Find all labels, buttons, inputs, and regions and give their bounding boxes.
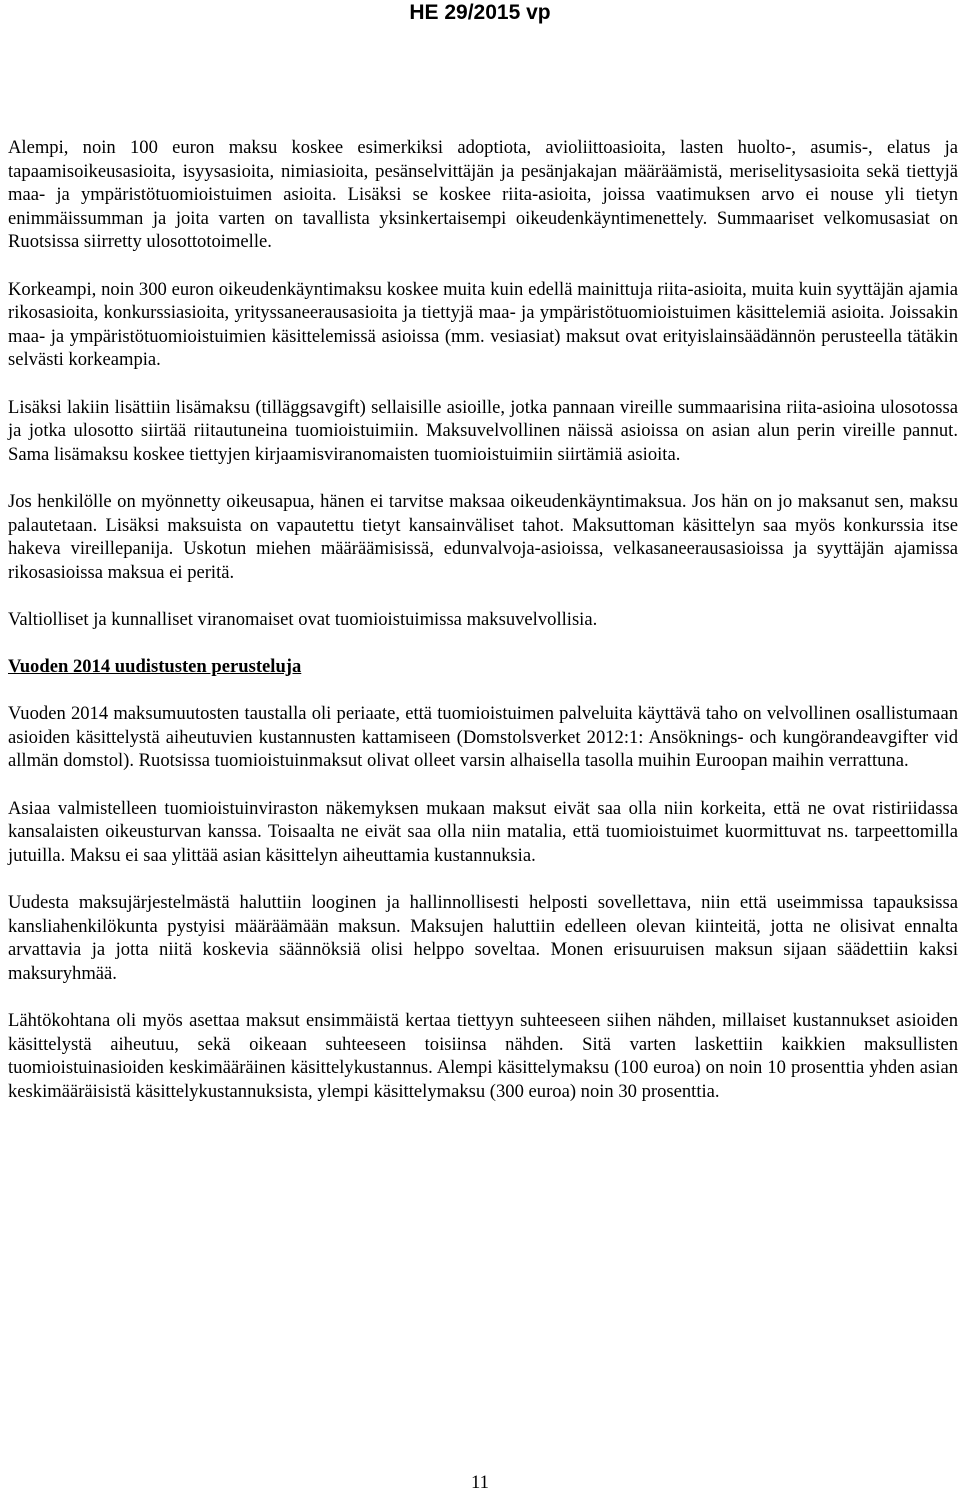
paragraph-higher-fee: Korkeampi, noin 300 euron oikeudenkäyntimaksu koskee muita kuin edellä mainittuja riita-asioita, muita kuin syyttäjän ajamia rikosasioita, konkurssiasioita, yrityssaneerausasioita ja tiettyjä maa- ja ympäristötuomioistuimen käsittelemiä asioita. Joissakin maa- ja ympäristötuomioistuimien käsittelemissä asioissa (mm. vesiasiat) maksut ovat erityislainsäädännön perusteella tätäkin selvästi korkeampia. [8, 278, 958, 371]
paragraph-authorities: Valtiolliset ja kunnalliset viranomaiset ovat tuomioistuimissa maksuvelvollisia. [8, 608, 598, 630]
document-body [8, 136, 958, 1127]
section-paragraph-fee-level: Asiaa valmistelleen tuomioistuinviraston näkemyksen mukaan maksut eivät saa olla niin korkeita, että ne ovat ristiriidassa kansalaisten oikeusturvan kanssa. Toisaalta ne eivät saa olla niin matalia, että tuomioistuimet kuormittuvat ns. tarpeettomilla jutuilla. Maksu ei saa ylittää asian käsittelyn aiheuttamia kustannuksia. [8, 797, 958, 866]
paragraph-legal-aid: Jos henkilölle on myönnetty oikeusapua, hänen ei tarvitse maksaa oikeudenkäyntimaksua. Jos hän on jo maksanut sen, maksu palautetaan. Lisäksi maksuista on vapautettu tietyt kansainväliset tahot. Maksuttoman käsittelyn saa myös konkurssia itse hakeva vireillepanija. Uskotun miehen määräämisissä, edunvalvoja-asioissa, velkasaneerausasioissa ja syyttäjän ajamissa rikosasioissa maksua ei peritä. [8, 490, 958, 583]
section-heading: Vuoden 2014 uudistusten perusteluja [8, 656, 302, 678]
page-number: 11 [471, 1472, 489, 1493]
section-paragraph-cost-basis: Lähtökohtana oli myös asettaa maksut ensimmäistä kertaa tiettyyn suhteeseen siihen nähden, millaiset kustannukset asioiden käsittelystä aiheutuu, sekä oikeaan suhteeseen toisiinsa nähden. Sitä varten laskettiin kaikkien maksullisten tuomioistuinasioiden keskimääräinen käsittelykustannus. Alempi käsittelymaksu (100 euroa) on noin 10 prosenttia yhden asian keskimääräisistä käsittelykustannuksista, ylempi käsittelymaksu (300 euroa) noin 30 prosenttia. [8, 1009, 958, 1102]
document-header: HE 29/2015 vp [409, 1, 551, 24]
paragraph-additional-fee: Lisäksi lakiin lisättiin lisämaksu (tilläggsavgift) sellaisille asioille, jotka pannaan vireille summaarisina riita-asioina ulosotossa ja jotka ulosotto siirtää riitautuneina tuomioistuimiin. Maksuvelvollinen näissä asioissa on asian alun perin vireille pannut. Sama lisämaksu koskee tiettyjen kirjaamisviranomaisten tuomioistuimiin siirtämiä asioita. [8, 396, 958, 465]
paragraph-lower-fee: Alempi, noin 100 euron maksu koskee esimerkiksi adoptiota, avioliittoasioita, lasten huolto-, asumis-, elatus ja tapaamisoikeusasioita, isyysasioita, nimiasioita, pesänselvittäjän ja pesänjakajan määräämistä, meriselitysasioita sekä tiettyjä maa- ja ympäristötuomioistuimen asioita. Lisäksi se koskee riita-asioita, joissa vaatimuksen arvo ei nouse yli tietyn enimmäissumman ja joita varten on tavallista yksinkertaisempi oikeudenkäyntimenettely. Summaariset velkomusasiat on Ruotsissa siirretty ulosottotoimelle. [8, 137, 958, 253]
section-paragraph-system-design: Uudesta maksujärjestelmästä haluttiin looginen ja hallinnollisesti helposti sovellettava, niin että useimmissa tapauksissa kansliahenkilökunta pystyisi määräämään maksun. Maksujen haluttiin edelleen olevan kiinteitä, jotta ne olisivat ennalta arvattavia ja jotta niitä koskevia säännöksiä olisi helppo soveltaa. Monen erisuuruisen maksun sijaan säädettiin kaksi maksuryhmää. [8, 892, 958, 984]
section-paragraph-background: Vuoden 2014 maksumuutosten taustalla oli periaate, että tuomioistuimen palveluita käyttävä taho on velvollinen osallistumaan asioiden käsittelystä aiheutuvien kustannusten kattamiseen (Domstolsverket 2012:1: Ansöknings- och kungörandeavgifter vid allmän domstol). Ruotsissa tuomioistuinmaksut olivat olleet varsin alhaisella tasolla muihin Euroopan maihin verrattuna. [8, 703, 958, 772]
